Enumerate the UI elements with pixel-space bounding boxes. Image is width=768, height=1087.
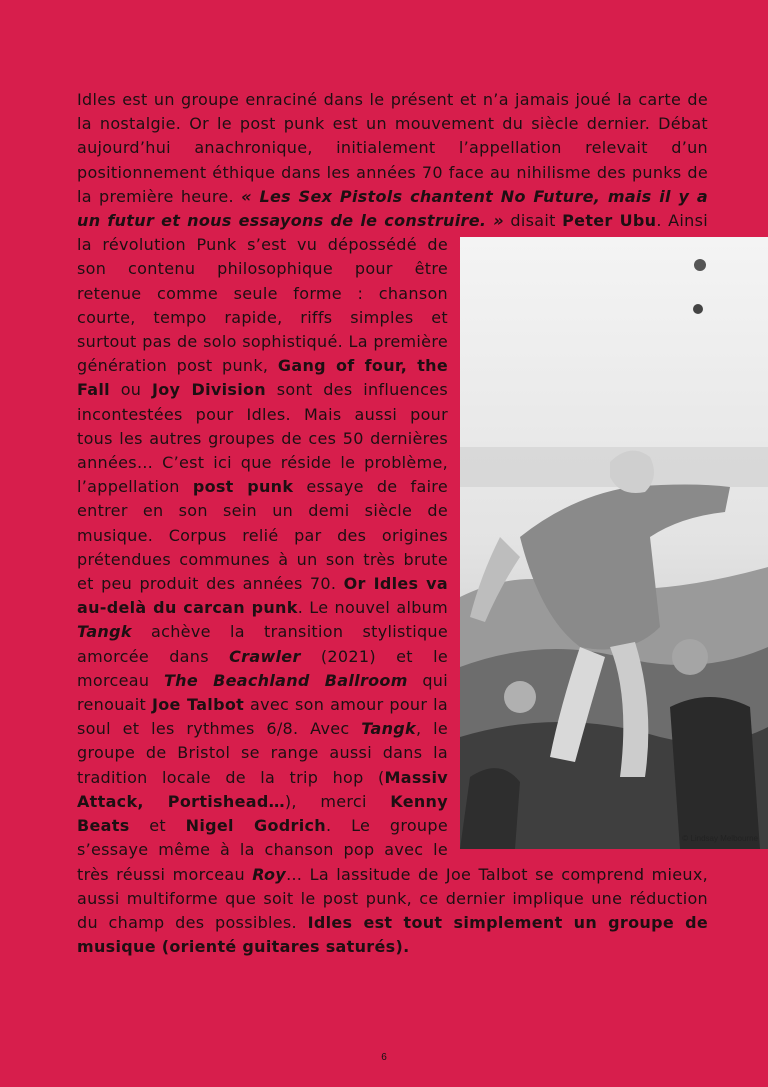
name-kenny-beats: Kenny Beats — [77, 791, 448, 836]
name-massiv-attack: Massiv Attack, Portishead… — [77, 767, 448, 811]
text-run: … La lassitude de Joe Talbot se comprend mieux, aussi multiforme que soit le post punk, ce dernier implique une réduction du champ des possibles. — [77, 864, 708, 932]
text-run: sont des influences incontestées pour Idles. Mais aussi pour tous les autres groupes de ces 50 dernières années… C’est ici que réside le problème, l’appellation — [77, 380, 448, 497]
concert-photo — [460, 237, 768, 849]
text-run: ou — [109, 380, 152, 400]
name-peter-ubu: Peter Ubu — [562, 211, 657, 231]
album-tangk: Tangk — [77, 622, 132, 642]
album-crawler: Crawler — [229, 646, 301, 666]
carcan-punk-phrase: Or Idles va au-delà du carcan punk — [77, 574, 448, 618]
sex-pistols-quote: « Les Sex Pistols chantent No Future, mais il y a un futur et nous essayons de le construire. » — [77, 186, 708, 231]
text-run: qui renouait — [77, 670, 448, 715]
text-run: . Le groupe s’essaye même à la chanson pop avec le très réussi morceau — [77, 816, 448, 884]
text-run: essaye de faire entrer en son sein un demi siècle de musique. Corpus relié par des origines prétendues communes à un son très brute et peu produit des années 70. — [77, 477, 448, 594]
term-post-punk: post punk — [192, 477, 294, 497]
name-joy-division: Joy Division — [152, 380, 266, 400]
text-intro: Idles est un groupe enraciné dans le présent et n’a jamais joué la carte de la nostalgie. Or le post punk est un mouvement du siècle dernier. Débat aujourd’hui anachronique, initialement l’appellation relevait d’un positionnement éthique dans les années 70 face au nihilisme des punks de la première heure. — [77, 90, 708, 206]
crowd-surfer-illustration — [460, 237, 768, 849]
text-run: , le groupe de Bristol se range aussi dans la tradition locale de la trip hop ( — [77, 719, 448, 787]
text-run: (2021) et le morceau — [77, 646, 448, 690]
conclusion-phrase: Idles est tout simplement un groupe de musique (orienté guitares saturés). — [77, 912, 708, 957]
photo-credit: © Lindsay Melbourne — [682, 834, 758, 843]
text-run: et — [129, 816, 186, 836]
song-beachland-ballroom: The Beachland Ballroom — [163, 670, 408, 690]
name-joe-talbot: Joe Talbot — [151, 695, 245, 715]
album-tangk-2: Tangk — [361, 719, 416, 739]
text-run: achève la transition stylistique amorcée dans — [77, 622, 448, 666]
name-gang-of-four: Gang of four, the Fall — [77, 356, 449, 400]
text-run: avec son amour pour la soul et les rythmes 6/8. Avec — [77, 695, 449, 739]
text-run: disait — [503, 211, 563, 231]
text-run: ), merci — [284, 791, 391, 811]
page-number: 6 — [381, 1052, 387, 1063]
name-nigel-godrich: Nigel Godrich — [185, 816, 326, 836]
text-run: . Le nouvel album — [297, 598, 448, 618]
song-roy: Roy — [252, 864, 287, 884]
text-run: . Ainsi la révolution Punk s’est vu dépossédé de son contenu philosophique pour être retenue comme seule forme : chanson courte, tempo rapide, riffs simples et surtout pas de solo sophistiqué. La première génération post punk, — [77, 211, 708, 376]
